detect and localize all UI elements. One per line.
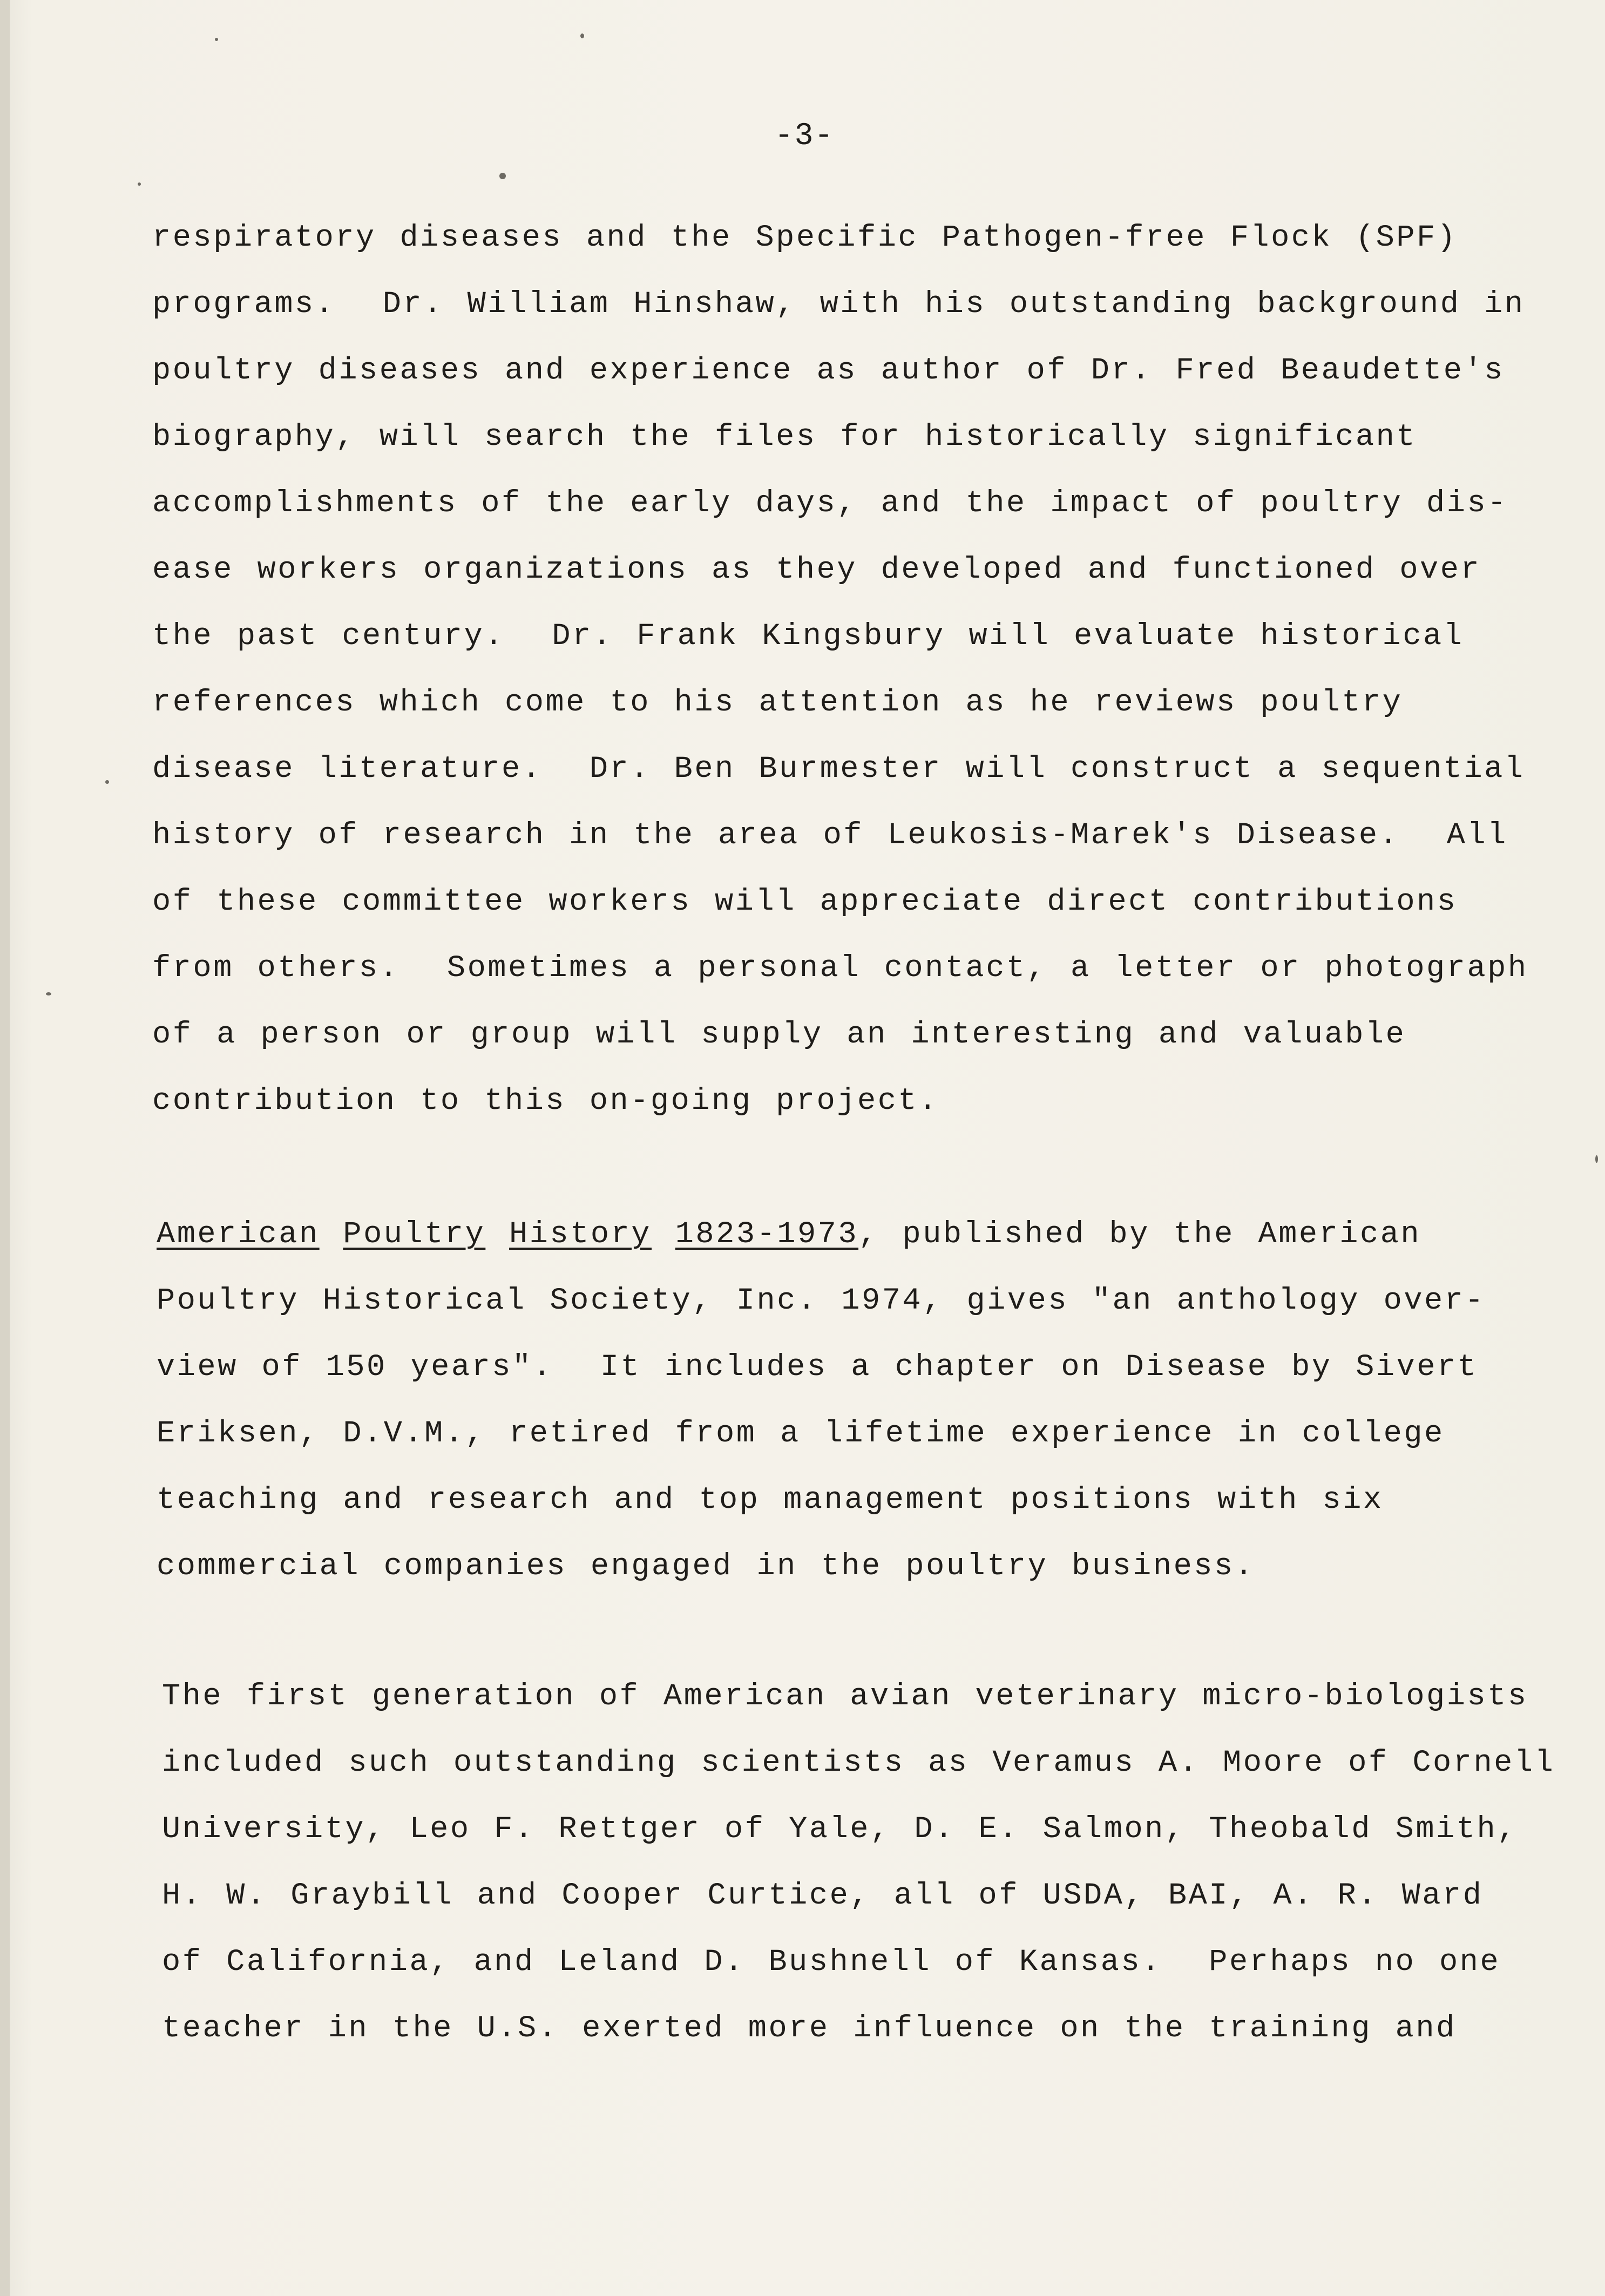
scan-speck <box>105 780 109 784</box>
text-line-title <box>157 1202 1485 1268</box>
book-title-word: Poultry <box>343 1217 486 1252</box>
page-edge-shadow <box>0 0 10 2296</box>
text-line: the past century. Dr. Frank Kingsbury will evaluate historical <box>152 619 1464 654</box>
paragraph-first-generation <box>162 1664 1555 2062</box>
text-line: history of research in the area of Leukosis-Marek's Disease. All <box>152 818 1508 853</box>
text-line: accomplishments of the early days, and the impact of poultry dis- <box>152 486 1508 521</box>
text-line: programs. Dr. William Hinshaw, with his outstanding background in <box>152 287 1525 322</box>
text-line: from others. Sometimes a personal contact, a letter or photograph <box>152 951 1528 986</box>
scan-speck <box>215 38 218 41</box>
text-line: references which come to his attention as he reviews poultry <box>152 686 1403 720</box>
text-line: view of 150 years". It includes a chapter on Disease by Sivert <box>157 1350 1478 1385</box>
text-line: teacher in the U.S. exerted more influence on the training and <box>162 2011 1457 2046</box>
text-line: contribution to this on-going project. <box>152 1084 939 1119</box>
scan-speck <box>499 173 506 179</box>
text-line: H. W. Graybill and Cooper Curtice, all of USDA, BAI, A. R. Ward <box>162 1879 1484 1913</box>
text-line: Poultry Historical Society, Inc. 1974, gives "an anthology over- <box>157 1284 1486 1318</box>
text-line-rest: , published by the American <box>858 1217 1421 1252</box>
text-line: of a person or group will supply an interesting and valuable <box>152 1018 1406 1052</box>
scan-speck <box>138 182 141 186</box>
text-line: of these committee workers will appreciate direct contributions <box>152 885 1458 919</box>
paragraph-committee-workers <box>152 205 1528 1135</box>
scan-speck <box>580 33 584 38</box>
text-line: poultry diseases and experience as author of Dr. Fred Beaudette's <box>152 354 1505 388</box>
text-line: teaching and research and top management positions with six <box>157 1483 1384 1518</box>
text-line: ease workers organizations as they developed and functioned over <box>152 553 1481 587</box>
text-line: of California, and Leland D. Bushnell of Kansas. Perhaps no one <box>162 1945 1501 1980</box>
book-title-word: History <box>509 1217 652 1252</box>
text-line: Eriksen, D.V.M., retired from a lifetime experience in college <box>157 1417 1445 1451</box>
book-title-years: 1823-1973 <box>675 1217 859 1252</box>
text-line: disease literature. Dr. Ben Burmester will construct a sequential <box>152 752 1525 787</box>
text-line: University, Leo F. Rettger of Yale, D. E. Salmon, Theobald Smith, <box>162 1812 1518 1847</box>
text-line: biography, will search the files for historically significant <box>152 420 1417 455</box>
book-title-word: American <box>157 1217 320 1252</box>
page-number: -3- <box>774 119 835 154</box>
text-line: commercial companies engaged in the poultry business. <box>157 1549 1255 1584</box>
paragraph-poultry-history <box>157 1202 1485 1600</box>
text-line: included such outstanding scientists as Veramus A. Moore of Cornell <box>162 1746 1555 1780</box>
text-line: The first generation of American avian veterinary micro-biologists <box>162 1679 1528 1714</box>
text-line: respiratory diseases and the Specific Pathogen-free Flock (SPF) <box>152 221 1458 255</box>
scan-speck <box>1595 1155 1598 1163</box>
scan-speck <box>46 992 51 995</box>
